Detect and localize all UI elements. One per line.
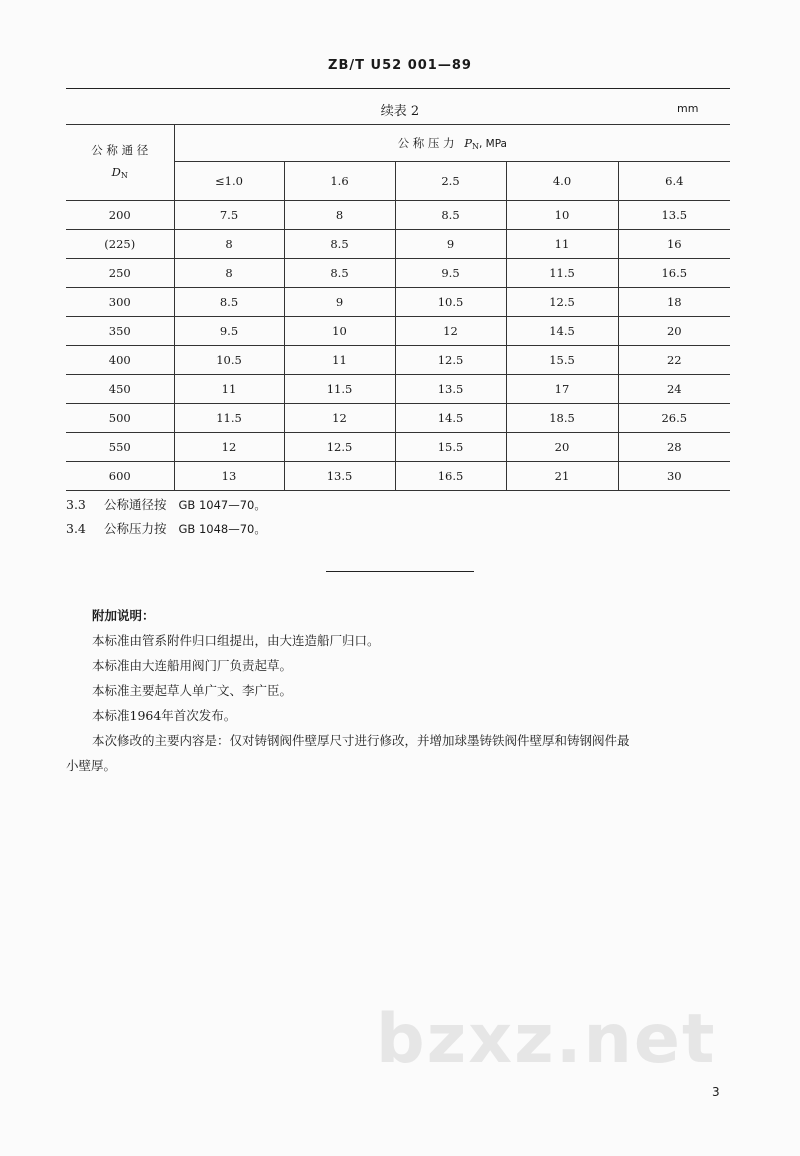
thickness-cell: 10 (284, 317, 395, 346)
thickness-cell: 12.5 (395, 346, 506, 375)
table-row (66, 346, 730, 375)
nominal-diameter-cell: 600 (66, 462, 174, 491)
table-body (66, 201, 730, 491)
thickness-cell: 20 (506, 433, 618, 462)
pressure-column-header: 2.5 (395, 162, 506, 201)
nominal-diameter-header (66, 125, 174, 201)
thickness-cell: 12.5 (284, 433, 395, 462)
clauses (66, 493, 266, 541)
thickness-cell: 9.5 (174, 317, 284, 346)
clause-number: 3.4 (66, 521, 86, 536)
site-watermark: bzxz.net (376, 1000, 717, 1079)
thickness-cell: 24 (618, 375, 730, 404)
thickness-cell: 26.5 (618, 404, 730, 433)
thickness-cell: 17 (506, 375, 618, 404)
thickness-cell: 9.5 (395, 259, 506, 288)
table-row (66, 404, 730, 433)
table-row (66, 230, 730, 259)
thickness-cell: 8 (174, 230, 284, 259)
thickness-cell: 16.5 (395, 462, 506, 491)
thickness-cell: 16 (618, 230, 730, 259)
document-code-header: ZB/T U52 001—89 (328, 58, 472, 73)
nominal-diameter-cell: 250 (66, 259, 174, 288)
table-row (66, 288, 730, 317)
nominal-pressure-unit: , MPa (478, 138, 507, 150)
notes-line: 本标准由大连船用阀门厂负责起草。 (92, 658, 293, 673)
thickness-cell: 10 (506, 201, 618, 230)
nominal-diameter-cell: 350 (66, 317, 174, 346)
thickness-cell: 11.5 (284, 375, 395, 404)
header-rule (66, 88, 730, 89)
clause-3-4 (66, 517, 266, 541)
thickness-cell: 12 (395, 317, 506, 346)
nominal-diameter-symbol: D (111, 164, 121, 179)
thickness-cell: 20 (618, 317, 730, 346)
thickness-cell: 18.5 (506, 404, 618, 433)
nominal-pressure-subscript: N (471, 142, 479, 151)
thickness-cell: 8.5 (284, 230, 395, 259)
clause-text: 公称通径按 (104, 497, 167, 512)
pressure-column-header: 1.6 (284, 162, 395, 201)
thickness-cell: 12 (174, 433, 284, 462)
table-row (66, 462, 730, 491)
clause-number: 3.3 (66, 497, 86, 512)
section-divider (326, 571, 474, 572)
nominal-pressure-symbol: P (464, 136, 472, 150)
table-row (66, 259, 730, 288)
thickness-cell: 11 (174, 375, 284, 404)
thickness-cell: 13.5 (395, 375, 506, 404)
thickness-cell: 13.5 (618, 201, 730, 230)
pressure-column-header: 4.0 (506, 162, 618, 201)
table-caption: 续表 2 (380, 104, 420, 119)
thickness-cell: 22 (618, 346, 730, 375)
nominal-diameter-cell: 550 (66, 433, 174, 462)
thickness-cell: 13 (174, 462, 284, 491)
thickness-cell: 14.5 (506, 317, 618, 346)
table-row (66, 433, 730, 462)
thickness-cell: 8.5 (284, 259, 395, 288)
additional-notes (66, 603, 736, 778)
nominal-diameter-cell: 500 (66, 404, 174, 433)
nominal-diameter-label: 公 称 通 径 (91, 142, 149, 157)
clause-reference: GB 1048—70。 (178, 522, 266, 536)
thickness-cell: 28 (618, 433, 730, 462)
notes-line: 本标准主要起草人单广文、李广臣。 (92, 683, 293, 698)
notes-line-continuation: 小壁厚。 (66, 758, 117, 773)
nominal-diameter-subscript: N (120, 170, 128, 180)
nominal-diameter-cell: 450 (66, 375, 174, 404)
thickness-cell: 13.5 (284, 462, 395, 491)
thickness-cell: 30 (618, 462, 730, 491)
pressure-column-header: 6.4 (618, 162, 730, 201)
table-header-row (66, 125, 730, 162)
notes-title: 附加说明： (92, 608, 155, 623)
thickness-cell: 12 (284, 404, 395, 433)
thickness-cell: 12.5 (506, 288, 618, 317)
nominal-diameter-cell: (225) (66, 230, 174, 259)
thickness-cell: 10.5 (395, 288, 506, 317)
nominal-pressure-label: 公 称 压 力 (397, 136, 455, 150)
thickness-cell: 11 (284, 346, 395, 375)
thickness-cell: 11 (506, 230, 618, 259)
notes-line: 本标准1964年首次发布。 (92, 708, 237, 723)
nominal-diameter-cell: 200 (66, 201, 174, 230)
thickness-cell: 16.5 (618, 259, 730, 288)
table-row (66, 375, 730, 404)
wall-thickness-table (66, 124, 730, 491)
nominal-diameter-cell: 300 (66, 288, 174, 317)
table-unit: mm (677, 102, 699, 115)
clause-3-3 (66, 493, 266, 517)
table-row (66, 201, 730, 230)
thickness-cell: 8.5 (174, 288, 284, 317)
notes-line: 本标准由管系附件归口组提出，由大连造船厂归口。 (92, 633, 380, 648)
thickness-cell: 15.5 (395, 433, 506, 462)
thickness-cell: 11.5 (506, 259, 618, 288)
thickness-cell: 18 (618, 288, 730, 317)
thickness-cell: 8.5 (395, 201, 506, 230)
page-number: 3 (712, 1085, 720, 1099)
nominal-diameter-cell: 400 (66, 346, 174, 375)
thickness-cell: 9 (395, 230, 506, 259)
thickness-cell: 8 (284, 201, 395, 230)
nominal-pressure-header (174, 125, 730, 162)
thickness-cell: 8 (174, 259, 284, 288)
pressure-column-header: ≤1.0 (174, 162, 284, 201)
clause-text: 公称压力按 (104, 521, 167, 536)
thickness-cell: 21 (506, 462, 618, 491)
notes-line: 本次修改的主要内容是：仅对铸钢阀件壁厚尺寸进行修改，并增加球墨铸铁阀件壁厚和铸钢阀件最 (92, 733, 630, 748)
table-row (66, 317, 730, 346)
thickness-cell: 11.5 (174, 404, 284, 433)
clause-reference: GB 1047—70。 (178, 498, 266, 512)
thickness-cell: 14.5 (395, 404, 506, 433)
thickness-cell: 7.5 (174, 201, 284, 230)
thickness-cell: 15.5 (506, 346, 618, 375)
thickness-cell: 10.5 (174, 346, 284, 375)
thickness-cell: 9 (284, 288, 395, 317)
